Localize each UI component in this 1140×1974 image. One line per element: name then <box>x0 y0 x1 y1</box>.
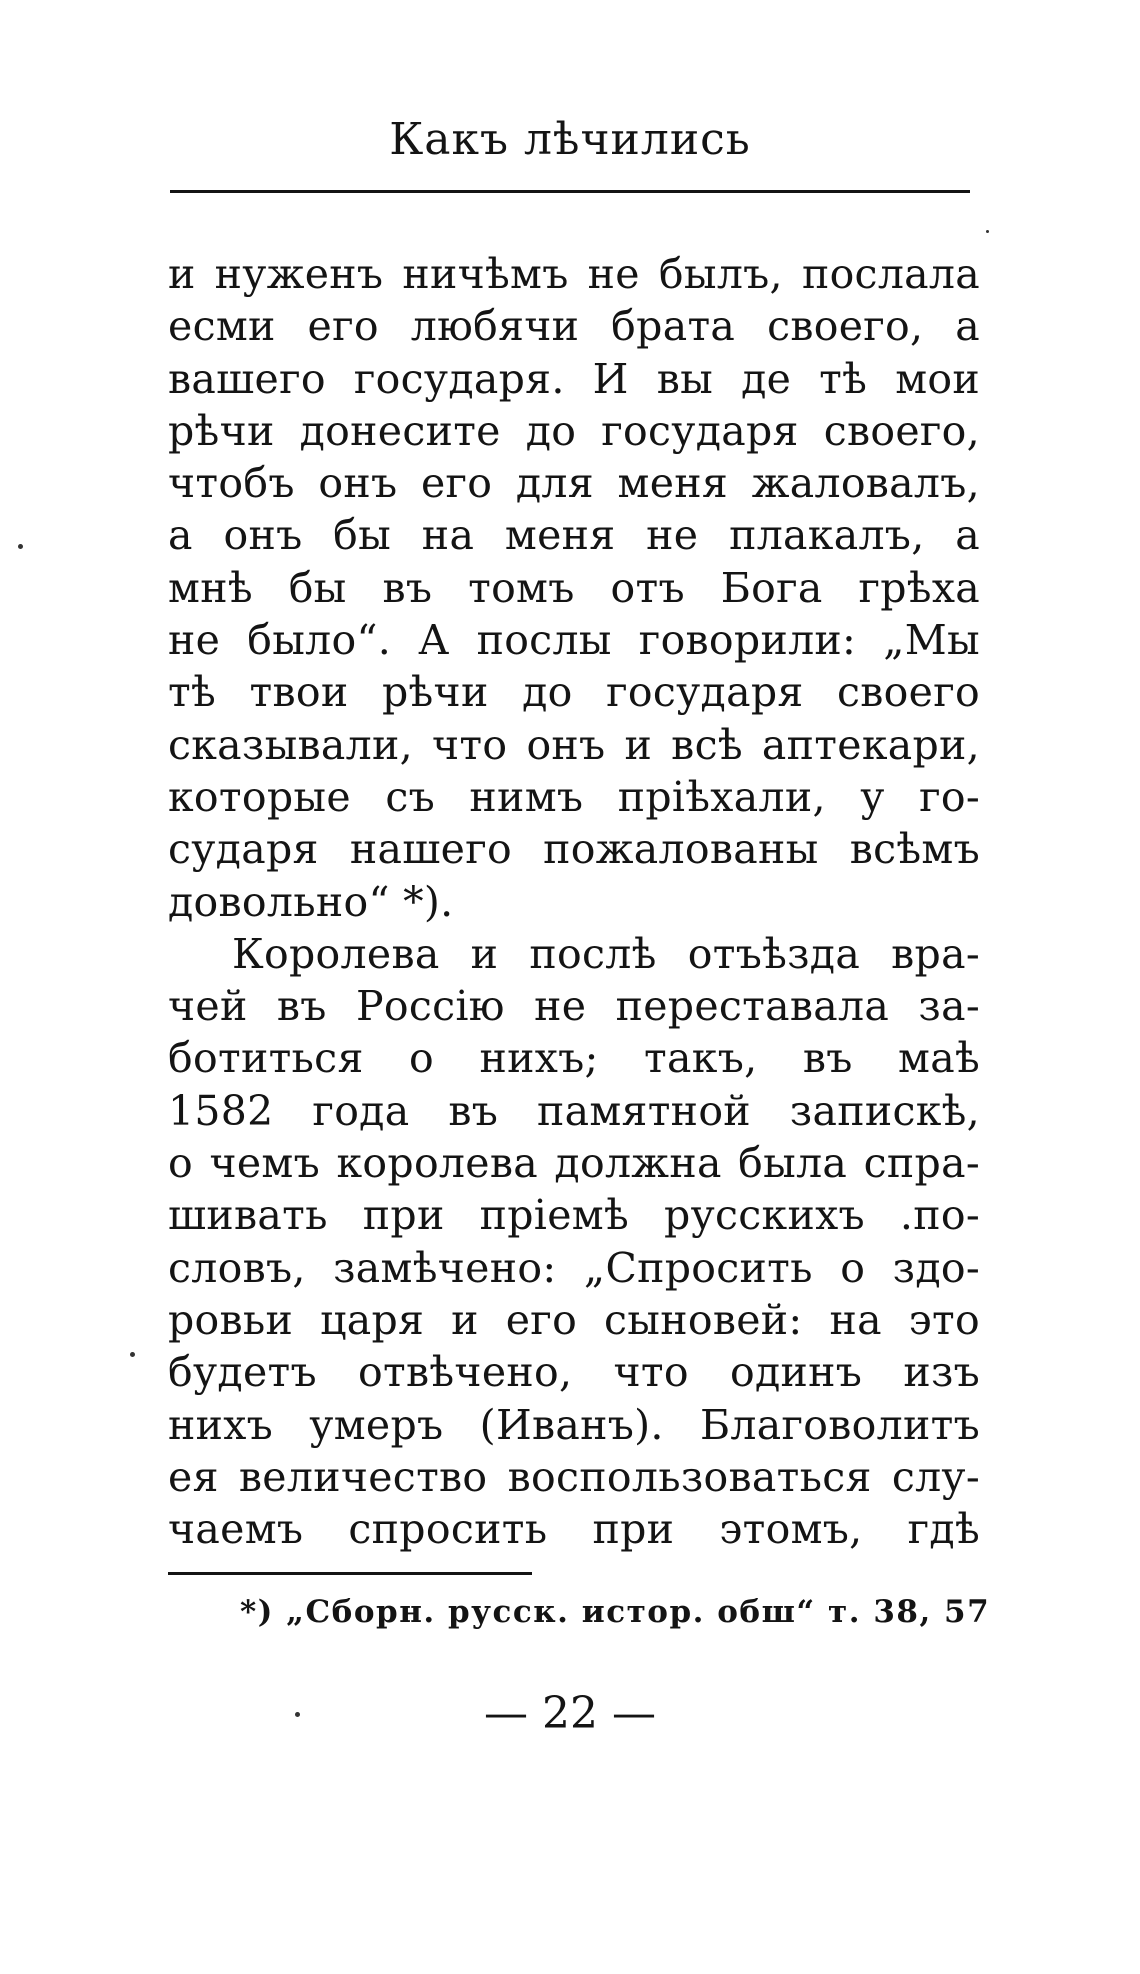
text-line: тѣ твои рѣчи до государя своего <box>168 668 980 717</box>
body-text <box>168 248 980 1555</box>
text-line: рѣчи донесите до государя своего, <box>168 406 980 455</box>
text-line: ровьи царя и его сыновей: на это <box>168 1295 980 1344</box>
text-line: нихъ умеръ (Иванъ). Благоволитъ <box>168 1400 980 1449</box>
header-rule <box>170 190 970 193</box>
text-line: вашего государя. И вы де тѣ мои <box>168 354 980 403</box>
print-speck <box>295 1712 300 1717</box>
footnote: *) „Сборн. русск. истор. обш“ т. 38, 57 <box>240 1594 991 1630</box>
text-line: шивать при пріемѣ русскихъ .по- <box>168 1191 980 1240</box>
text-line: мнѣ бы въ томъ отъ Бога грѣха <box>168 563 980 612</box>
text-line: ея величество воспользоваться слу- <box>168 1452 980 1501</box>
text-line: которые съ нимъ пріѣхали, у го- <box>168 772 980 821</box>
footnote-rule <box>168 1572 532 1575</box>
page-number: — 22 — <box>484 1688 656 1739</box>
text-line: довольно“ *). <box>168 877 454 926</box>
running-head: Какъ лѣчились <box>389 114 751 165</box>
print-speck <box>130 1352 135 1357</box>
text-line: чаемъ спросить при этомъ, гдѣ <box>168 1505 980 1554</box>
paragraph-start-line: Королева и послѣ отъѣзда вра- <box>232 929 980 978</box>
print-speck <box>18 544 23 549</box>
text-line: 1582 года въ памятной запискѣ, <box>168 1086 980 1135</box>
text-line: сказывали, что онъ и всѣ аптекари, <box>168 720 980 769</box>
text-line: чей въ Россію не переставала за- <box>168 982 980 1031</box>
text-line: будетъ отвѣчено, что одинъ изъ <box>168 1348 980 1397</box>
text-line: о чемъ королева должна была спра- <box>168 1139 980 1188</box>
text-line: чтобъ онъ его для меня жаловалъ, <box>168 459 980 508</box>
text-line: не было“. А послы говорили: „Мы <box>168 616 980 665</box>
text-line: есми его любячи брата своего, а <box>168 302 980 351</box>
text-line: ботиться о нихъ; такъ, въ маѣ <box>168 1034 980 1083</box>
text-line: словъ, замѣчено: „Спросить о здо- <box>168 1243 980 1292</box>
print-speck <box>986 230 989 233</box>
text-line: сударя нашего пожалованы всѣмъ <box>168 825 980 874</box>
text-line: а онъ бы на меня не плакалъ, а <box>168 511 980 560</box>
text-line: и нуженъ ничѣмъ не былъ, послала <box>168 250 980 298</box>
